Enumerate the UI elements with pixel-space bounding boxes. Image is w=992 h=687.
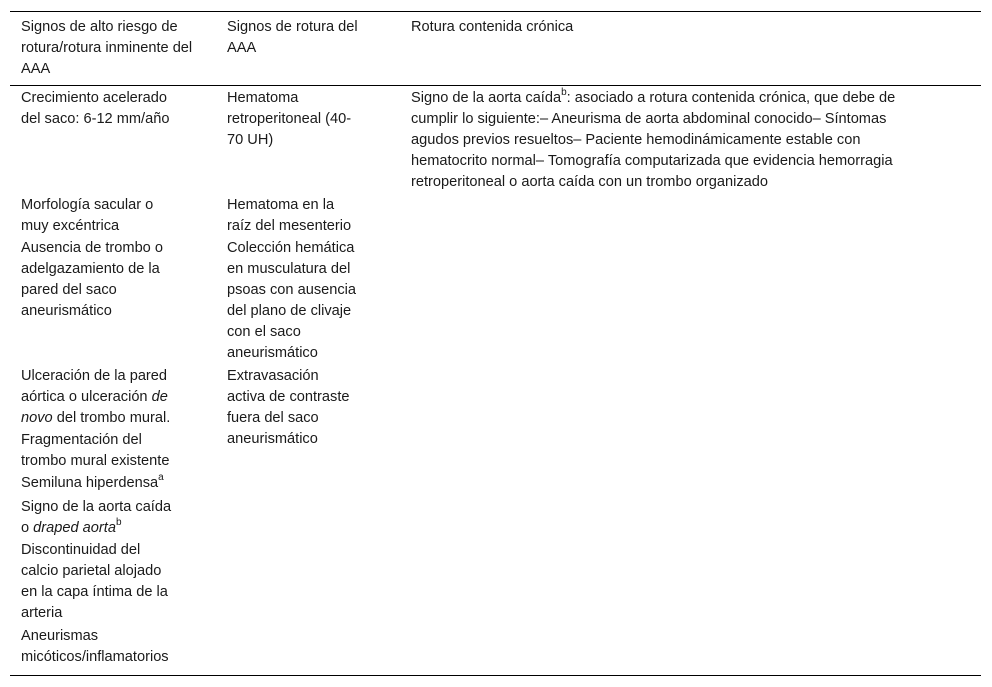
col2-item [227,195,351,237]
cell-text: fuera del saco [227,410,319,426]
cell-text: cumplir lo siguiente:– Aneurisma de aorta abdominal conocido– Síntomas [411,111,887,127]
cell-text-italic: de [151,389,168,405]
cell-text: agudos previos resueltos– Paciente hemodinámicamente estable con [411,132,861,148]
table-bottom-rule [10,675,981,676]
col1-item [21,88,169,130]
cell-text: Signo de la aorta caída [21,499,172,515]
header-text: Signos de rotura del [227,19,358,35]
cell-text: Ausencia de trombo o [21,240,163,256]
cell-text: Hematoma [227,90,299,106]
cell-text: Ulceración de la pared [21,368,168,384]
col2-item [227,366,350,450]
col1-item [21,473,164,494]
cell-text-italic: draped aorta [33,520,116,536]
cell-text: Signo de la aorta caída [411,90,562,106]
cell-text: del plano de clivaje [227,303,352,319]
cell-text: adelgazamiento de la [21,261,160,277]
cell-text: en la capa íntima de la [21,584,168,600]
cell-text: Fragmentación del [21,432,142,448]
footnote-marker: b [115,517,122,529]
cell-text: Extravasación [227,368,319,384]
cell-text: Colección hemática [227,240,355,256]
cell-text: Crecimiento acelerado [21,90,168,106]
header-text: AAA [21,61,51,77]
cell-text: del saco: 6-12 mm/año [21,111,170,127]
header-text: Signos de alto riesgo de [21,19,178,35]
cell-text: muy excéntrica [21,218,120,234]
cell-text: con el saco [227,324,301,340]
header-col-rupture [227,17,358,59]
cell-text-italic: novo [21,410,53,426]
cell-text: psoas con ausencia [227,282,356,298]
header-col-chronic [411,17,573,38]
col3-item [411,88,895,193]
cell-text: Hematoma en la [227,197,335,213]
cell-text: aneurismático [21,303,112,319]
table-top-rule [10,11,981,12]
header-col-high-risk [21,17,192,80]
cell-text: del trombo mural. [52,410,171,426]
col1-item [21,195,153,237]
cell-text: arteria [21,605,63,621]
cell-text: en musculatura del [227,261,351,277]
cell-text: 70 UH) [227,132,274,148]
col2-item [227,88,351,151]
cell-text: Aneurismas [21,628,99,644]
col1-item [21,430,169,472]
cell-text: Discontinuidad del [21,542,141,558]
cell-text: aórtica o ulceración [21,389,152,405]
cell-text: : asociado a rotura contenida crónica, que debe de [566,90,896,106]
cell-text: Semiluna hiperdensa [21,475,159,491]
cell-text: micóticos/inflamatorios [21,649,169,665]
cell-text: calcio parietal alojado [21,563,162,579]
cell-text: pared del saco [21,282,117,298]
col1-item [21,626,169,668]
footnote-marker: a [158,472,164,484]
cell-text: hematocrito normal– Tomografía computarizada que evidencia hemorragia [411,153,893,169]
col1-item [21,366,170,429]
header-text: rotura/rotura inminente del [21,40,193,56]
cell-text: retroperitoneal o aorta caída con un trombo organizado [411,174,768,190]
cell-text: trombo mural existente [21,453,170,469]
cell-text: retroperitoneal (40- [227,111,352,127]
col1-item [21,238,163,322]
cell-text: Morfología sacular o [21,197,154,213]
col2-item [227,238,356,364]
footnote-marker: b [561,87,567,99]
cell-text: aneurismático [227,431,318,447]
cell-text: aneurismático [227,345,318,361]
header-text: Rotura contenida crónica [411,19,574,35]
header-text: AAA [227,40,257,56]
table-header-rule [10,85,981,86]
cell-text: o [21,520,34,536]
col1-item [21,540,168,624]
cell-text: activa de contraste [227,389,350,405]
cell-text: raíz del mesenterio [227,218,352,234]
col1-item [21,497,171,539]
